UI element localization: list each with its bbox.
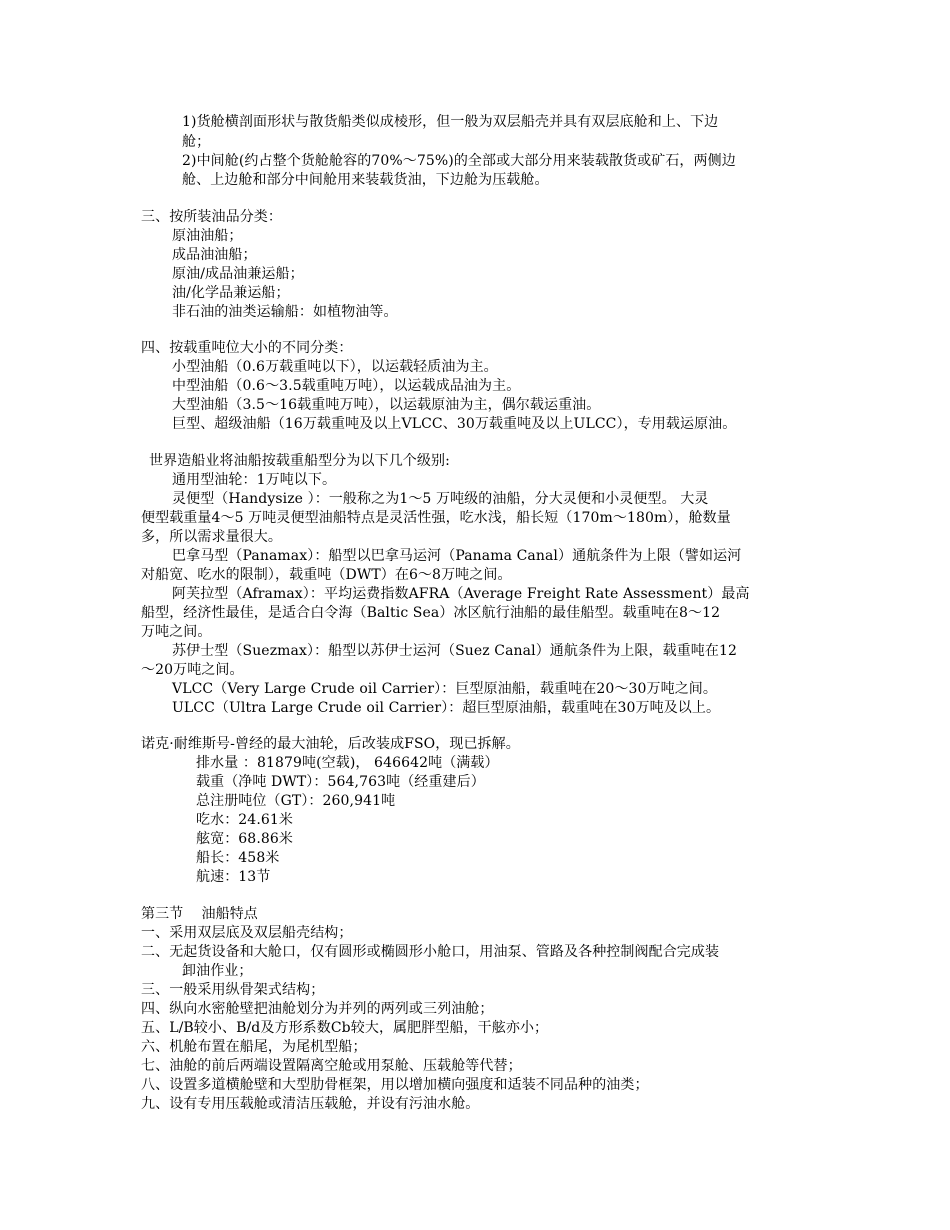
feature-item: 七、油舱的前后两端设置隔离空舱或用泵舱、压载舱等代替；: [141, 1058, 522, 1074]
spec-item: 排水量 ：81879吨(空载)， 646642吨（满载）: [196, 755, 499, 771]
suezmax-line-2: ～20万吨之间。: [141, 662, 244, 678]
section3-item: 油/化学品兼运船；: [172, 285, 290, 301]
feature-item: 一、采用双层底及双层船壳结构；: [141, 925, 353, 941]
spec-item: 载重（净吨 DWT）：564,763吨（经重建后）: [196, 774, 485, 790]
spec-item: 船长：458米: [196, 850, 280, 866]
feature-item: 六、机舱布置在船尾，为尾机型船；: [141, 1039, 367, 1055]
cargo-hold-line-1: 1)货舱横剖面形状与散货船类似成棱形，但一般为双层船壳并具有双层底舱和上、下边: [182, 114, 719, 130]
aframax-line-3: 万吨之间。: [141, 624, 212, 640]
suezmax-line-1: 苏伊士型（Suezmax）：船型以苏伊士运河（Suez Canal）通航条件为上限，载重吨在12: [172, 643, 738, 659]
section4-heading: 四、按载重吨位大小的不同分类：: [141, 340, 353, 356]
aframax-line-1: 阿芙拉型（Aframax）：平均运费指数AFRA（Average Freight Rate Assessment）最高: [172, 586, 750, 602]
handysize-line-1: 灵便型（Handysize ）：一般称之为1～5 万吨级的油船，分大灵便和小灵便型。 大灵: [172, 491, 709, 507]
feature-item: 三、一般采用纵骨架式结构；: [141, 982, 325, 998]
feature-item: 八、设置多道横舱壁和大型肋骨框架，用以增加横向强度和适装不同品种的油类；: [141, 1077, 649, 1093]
section4-item: 中型油船（0.6〜3.5载重吨万吨），以运载成品油为主。: [172, 378, 521, 394]
knock-nevis-heading: 诺克·耐维斯号-曾经的最大油轮，后改装成FSO，现已拆解。: [141, 736, 520, 752]
cargo-hold-line-3: 2)中间舱(约占整个货舱舱容的70%～75%)的全部或大部分用来装载散货或矿石，两侧边: [182, 153, 736, 169]
panamax-line-2: 对船宽、吃水的限制），载重吨（DWT）在6～8万吨之间。: [141, 567, 512, 583]
section4-item: 小型油船（0.6万载重吨以下），以运载轻质油为主。: [172, 359, 498, 375]
spec-item: 吃水：24.61米: [196, 812, 293, 828]
handysize-line-2: 便型载重量4～5 万吨灵便型油船特点是灵活性强，吃水浅，船长短（170m～180m），舱数量: [141, 510, 731, 526]
feature-item: 五、L/B较小、B/d及方形系数Cb较大，属肥胖型船，干舷亦小；: [141, 1020, 549, 1036]
section-title: 第三节 油船特点: [141, 906, 258, 922]
ulcc-line: ULCC（Ultra Large Crude oil Carrier）：超巨型原油船，载重吨在30万吨及以上。: [172, 700, 721, 716]
spec-item: 舷宽：68.86米: [196, 831, 293, 847]
section3-heading: 三、按所装油品分类：: [141, 209, 282, 225]
handysize-line-3: 多，所以需求量很大。: [141, 529, 282, 545]
feature-item: 四、纵向水密舱壁把油舱划分为并列的两列或三列油舱；: [141, 1001, 494, 1017]
feature-item: 二、无起货设备和大舱口，仅有圆形或椭圆形小舱口，用油泵、管路及各种控制阀配合完成装: [141, 944, 720, 960]
panamax-line-1: 巴拿马型（Panamax）：船型以巴拿马运河（Panama Canal）通航条件为上限（譬如运河: [172, 548, 742, 564]
section4-item: 巨型、超级油船（16万载重吨及以上VLCC、30万载重吨及以上ULCC），专用载运原油。: [172, 416, 737, 432]
general-purpose-line: 通用型油轮：1万吨以下。: [172, 472, 337, 488]
section3-item: 成品油油船；: [172, 247, 257, 263]
section4-item: 大型油船（3.5〜16载重吨万吨），以运载原油为主，偶尔载运重油。: [172, 397, 601, 413]
cargo-hold-line-4: 舱、上边舱和部分中间舱用来装载货油，下边舱为压载舱。: [182, 172, 549, 188]
vlcc-line: VLCC（Very Large Crude oil Carrier）：巨型原油船，载重吨在20～30万吨之间。: [172, 681, 718, 697]
cargo-hold-line-2: 舱；: [182, 134, 211, 150]
world-class-heading: 世界造船业将油船按载重船型分为以下几个级别:: [149, 453, 450, 469]
spec-item: 总注册吨位（GT）：260,941吨: [196, 793, 396, 809]
aframax-line-2: 船型，经济性最佳，是适合白令海（Baltic Sea）冰区航行油船的最佳船型。载重吨在8～12: [141, 605, 721, 621]
section3-item: 原油油船；: [172, 228, 243, 244]
feature-item: 九、设有专用压载舱或清洁压载舱，并设有污油水舱。: [141, 1096, 480, 1112]
feature-item: 卸油作业；: [182, 963, 253, 979]
spec-item: 航速：13节: [196, 869, 271, 885]
section3-item: 非石油的油类运输船：如植物油等。: [172, 304, 398, 320]
section3-item: 原油/成品油兼运船；: [172, 266, 304, 282]
